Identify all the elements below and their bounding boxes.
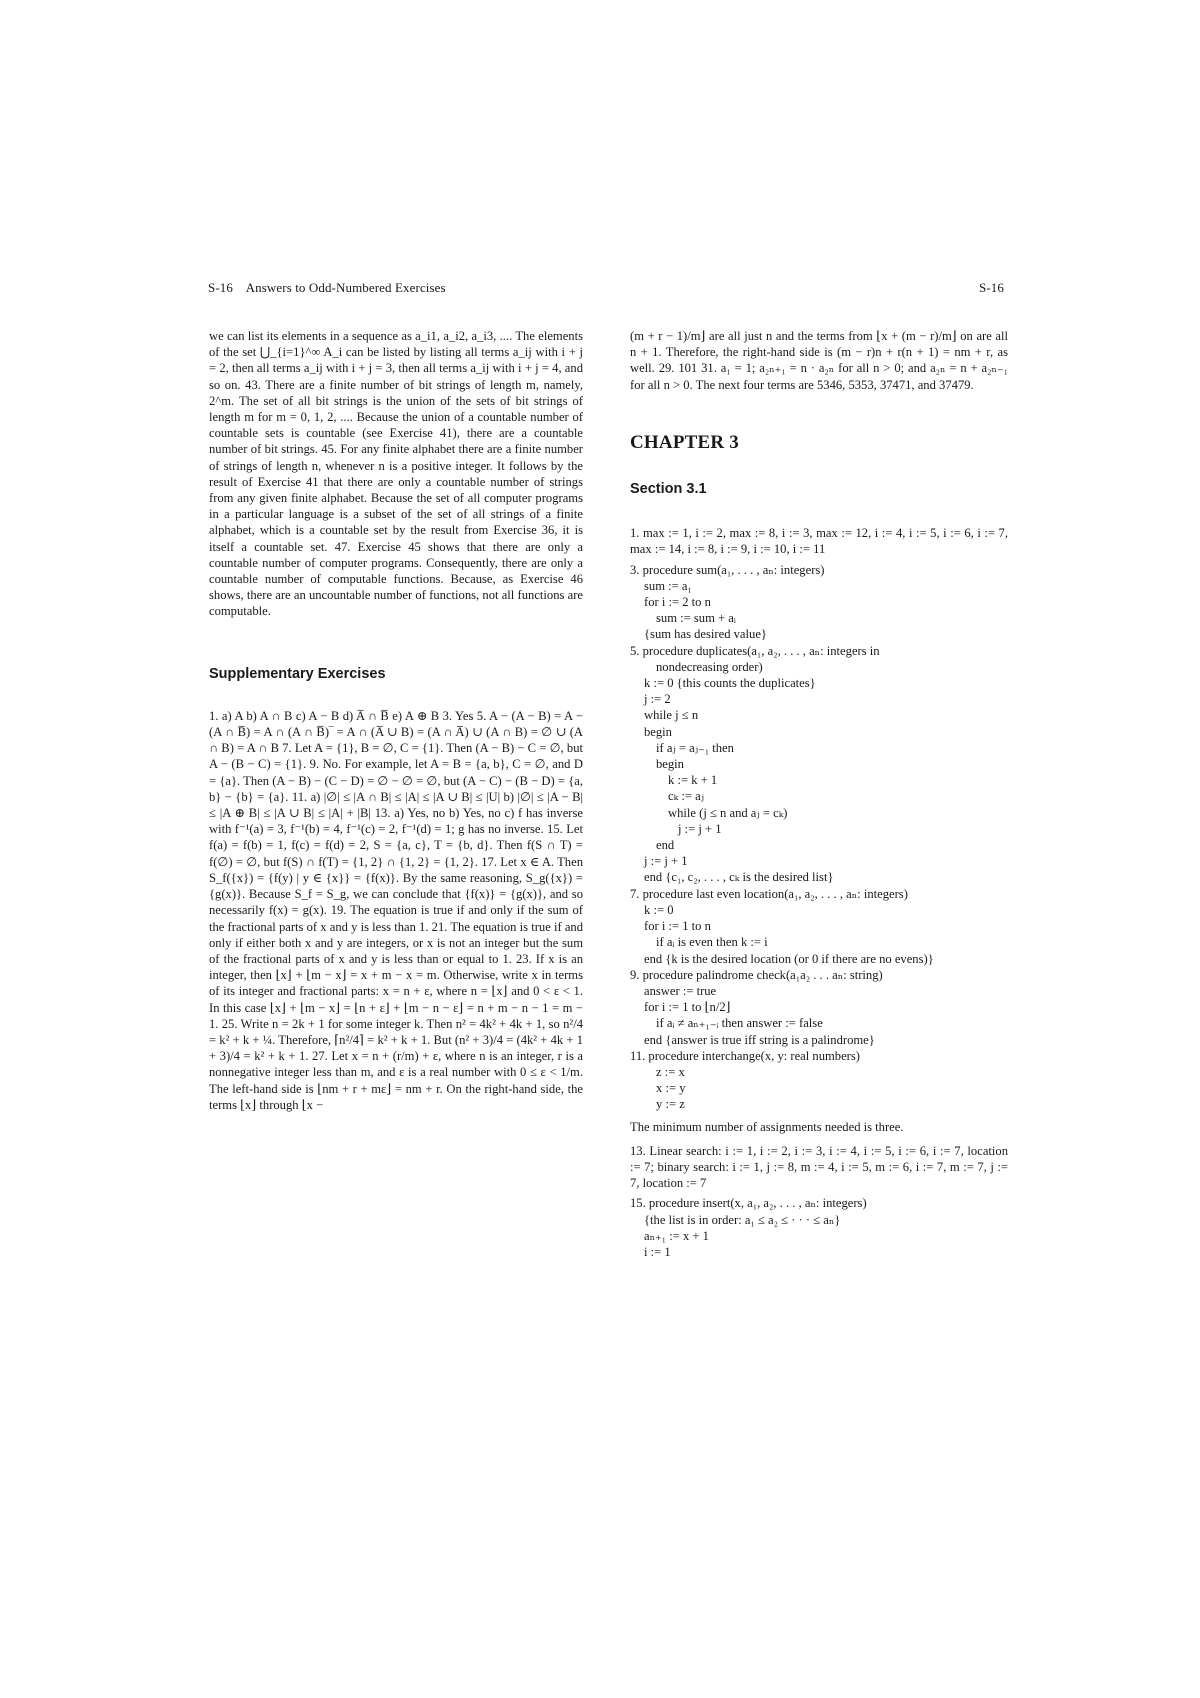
code-line: cₖ := aⱼ — [668, 789, 704, 804]
code-line: nondecreasing order) — [656, 659, 763, 674]
page-number-left: S-16 — [208, 280, 233, 295]
supplementary-answers: 1. a) A b) A ∩ B c) A − B d) A̅ ∩ B̅ e) A ⊕ B 3. Yes 5. A − (A − B) = A − (A ∩ B̅) = A ∩ (A ∩ B̅)‾ = A ∩ (A̅ ∪ B) = (A ∩ A̅) ∪ (A ∩ B) = ∅ ∪ (A ∩ B) = A ∩ B 7. Let A = {1}, B = ∅, C = {1}. Then (A − B) − C = ∅, but A − (B − C) = {1}. 9. No. For example, let A = B = {a, b}, C = ∅, and D = {a}. Then (A − B) − (C − D) = ∅ − ∅ = ∅, but (A − C) − (B − D) = {a, b} − {b} = {a}. 11. a) |∅| ≤ |A ∩ B| ≤ |A| ≤ |A ∪ B| ≤ |U| b) |∅| ≤ |A − B| ≤ |A ⊕ B| ≤ |A ∪ B| ≤ |A| + |B| 13. a) Yes, no b) Yes, no c) f has inverse with f⁻¹(a) = 3, f⁻¹(b) = 4, f⁻¹(c) = 2, f⁻¹(d) = 1; g has no inverse. 15. Let f(a) = f(b) = 1, f(c) = f(d) = 2, S = {a, c}, T = {b, d}. Then f(S ∩ T) = f(∅) = ∅, but f(S) ∩ f(T) = {1, 2} ∩ {1, 2} = {1, 2}. 17. Let x ∈ A. Then S_f({x}) = {f(y) | y ∈ {x}} = {f(x)}. By the same reasoning, S_g({x}) = {g(x)}. Because S_f = S_g, we can conclude that {f(x)} = {g(x)}, and so necessarily f(x) = g(x). 19. The equation is true if and only if the sum of the fractional parts of x and y is less than 1. 21. The equation is true if and only if either both x and y are integers, or x is not an integer but the sum of the fractional parts of x and y is less than or equal to 1. 23. If x is an integer, then ⌊x⌋ + ⌊m − x⌋ = x + m − x = m. Otherwise, write x in terms of its integer and fractional parts: x = n + ε, where n = ⌊x⌋ and 0 < ε < 1. In this case ⌊x⌋ + ⌊m − x⌋ = ⌊n + ε⌋ + ⌊m − n − ε⌋ = n + m − n − 1 = m − 1. 25. Write n = 2k + 1 for some integer k. Then n² = 4k² + 4k + 1, so n²/4 = k² + k + ¼. Therefore, ⌈n²/4⌉ = k² + k + 1. But (n² + 3)/4 = (4k² + 4k + 1 + 3)/4 = k² + k + 1. 27. Let x = n + (r/m) + ε, where n is an integer, r is a nonnegative integer less than m, and ε is a real number with 0 ≤ ε < 1/m. The left-hand side is ⌊nm + r + mε⌋ = nm + r. On the right-hand side, the terms ⌊x⌋ through ⌊x − — [209, 708, 583, 1112]
answer-9-procedure — [630, 967, 1008, 1048]
code-line: x := y — [656, 1081, 686, 1096]
answer-11-procedure — [630, 1048, 1008, 1113]
code-line: while j ≤ n — [644, 708, 699, 723]
section-heading: Section 3.1 — [630, 481, 707, 498]
header-left — [208, 280, 446, 296]
answer-7-procedure — [630, 886, 1008, 967]
code-line: k := 0 — [644, 902, 674, 917]
code-line: {the list is in order: a₁ ≤ a₂ ≤ · · · ≤ aₙ} — [644, 1212, 841, 1227]
code-line: 7. procedure last even location(a₁, a₂, . . . , aₙ: integers) — [630, 886, 908, 901]
code-line: for i := 1 to ⌊n/2⌋ — [644, 1000, 731, 1015]
code-line: aₙ₊₁ := x + 1 — [644, 1228, 709, 1243]
answer-11-note: The minimum number of assignments needed is three. — [630, 1119, 904, 1134]
code-line: k := k + 1 — [668, 773, 718, 788]
code-line: y := z — [656, 1097, 685, 1112]
code-line: i := 1 — [644, 1244, 671, 1259]
code-line: 5. procedure duplicates(a₁, a₂, . . . , aₙ: integers in — [630, 643, 880, 658]
code-line: if aᵢ is even then k := i — [656, 935, 768, 950]
answer-15-procedure — [630, 1195, 1008, 1260]
code-line: for i := 1 to n — [644, 919, 711, 934]
answer-1: 1. max := 1, i := 2, max := 8, i := 3, max := 12, i := 4, i := 5, i := 6, i := 7, max := 14, i := 8, i := 9, i := 10, i := 11 — [630, 526, 1008, 557]
code-line: sum := a₁ — [644, 578, 692, 593]
code-line: end {c₁, c₂, . . . , cₖ is the desired list} — [644, 870, 834, 885]
code-line: 15. procedure insert(x, a₁, a₂, . . . , aₙ: integers) — [630, 1196, 867, 1211]
code-line: if aⱼ = aⱼ₋₁ then — [656, 740, 734, 755]
code-line: begin — [656, 757, 684, 772]
page-number-right: S-16 — [979, 280, 1004, 295]
code-line: for i := 2 to n — [644, 595, 711, 610]
code-line: end {k is the desired location (or 0 if there are no evens)} — [644, 951, 934, 966]
code-line: k := 0 {this counts the duplicates} — [644, 676, 816, 691]
code-line: 3. procedure sum(a₁, . . . , aₙ: integers) — [630, 562, 825, 577]
answer-5-procedure — [630, 643, 1008, 886]
header-title: Answers to Odd-Numbered Exercises — [245, 280, 446, 295]
code-line: sum := sum + aᵢ — [656, 611, 736, 626]
code-line: 9. procedure palindrome check(a₁a₂ . . . aₙ: string) — [630, 967, 883, 982]
answers-2-5-continued: we can list its elements in a sequence as a_i1, a_i2, a_i3, .... The elements of the set ⋃_{i=1}^∞ A_i can be listed by listing all terms a_ij with i + j = 2, then all terms a_ij with i + j = 3, then all terms a_ij with i + j = 4, and so on. 43. There are a finite number of bit strings of length m, namely, 2^m. The set of all bit strings is the union of the sets of bit strings of length m for m = 0, 1, 2, .... Because the union of a countable number of countable sets is countable (see Exercise 41), there are a countable number of bit strings. 45. For any finite alphabet there are a finite number of strings of length n, whenever n is a positive integer. It follows by the result of Exercise 41 that there are only a countable number of strings from any given finite alphabet. Because the set of all computer programs in a particular language is a subset of the set of all strings of a finite alphabet, which is a countable set by the result from Exercise 36, it is itself a countable set. 47. Exercise 45 shows that there are only a countable number of computer programs. Consequently, there are only a countable number of computable functions. Because, as Exercise 46 shows, there are an uncountable number of functions, not all functions are computable. — [209, 329, 583, 619]
running-header — [208, 280, 1004, 302]
answer-3-procedure — [630, 562, 1008, 643]
answer-13: 13. Linear search: i := 1, i := 2, i := 3, i := 4, i := 5, i := 6, i := 7, location := 7; binary search: i := 1, j := 8, m := 4, i := 5, m := 6, i := 7, m := 7, j := 7, location := 7 — [630, 1143, 1008, 1191]
code-line: j := j + 1 — [678, 821, 722, 836]
code-line: {sum has desired value} — [644, 627, 767, 642]
right-column — [630, 328, 1008, 1260]
code-line: begin — [644, 724, 672, 739]
answers-chapter2-end: (m + r − 1)/m⌋ are all just n and the terms from ⌊x + (m − r)/m⌋ on are all n + 1. Therefore, the right-hand side is (m − r)n + r(n + 1) = nm + r, as well. 29. 101 31. a₁ = 1; a₂ₙ₊₁ = n · a₂ₙ for all n > 0; and a₂ₙ = n + a₂ₙ₋₁ for all n > 0. The next four terms are 5346, 5353, 37471, and 37479. — [630, 329, 1008, 392]
code-line: answer := true — [644, 983, 717, 998]
code-line: j := 2 — [644, 692, 671, 707]
code-line: end — [656, 838, 675, 853]
chapter-heading: CHAPTER 3 — [630, 431, 739, 453]
code-line: end {answer is true iff string is a palindrome} — [644, 1032, 875, 1047]
code-line: j := j + 1 — [644, 854, 688, 869]
left-column — [209, 328, 583, 1113]
code-line: z := x — [656, 1064, 685, 1079]
code-line: while (j ≤ n and aⱼ = cₖ) — [668, 805, 788, 820]
supplementary-exercises-heading: Supplementary Exercises — [209, 665, 386, 682]
code-line: 11. procedure interchange(x, y: real numbers) — [630, 1048, 860, 1063]
code-line: if aᵢ ≠ aₙ₊₁₋ᵢ then answer := false — [656, 1016, 823, 1031]
